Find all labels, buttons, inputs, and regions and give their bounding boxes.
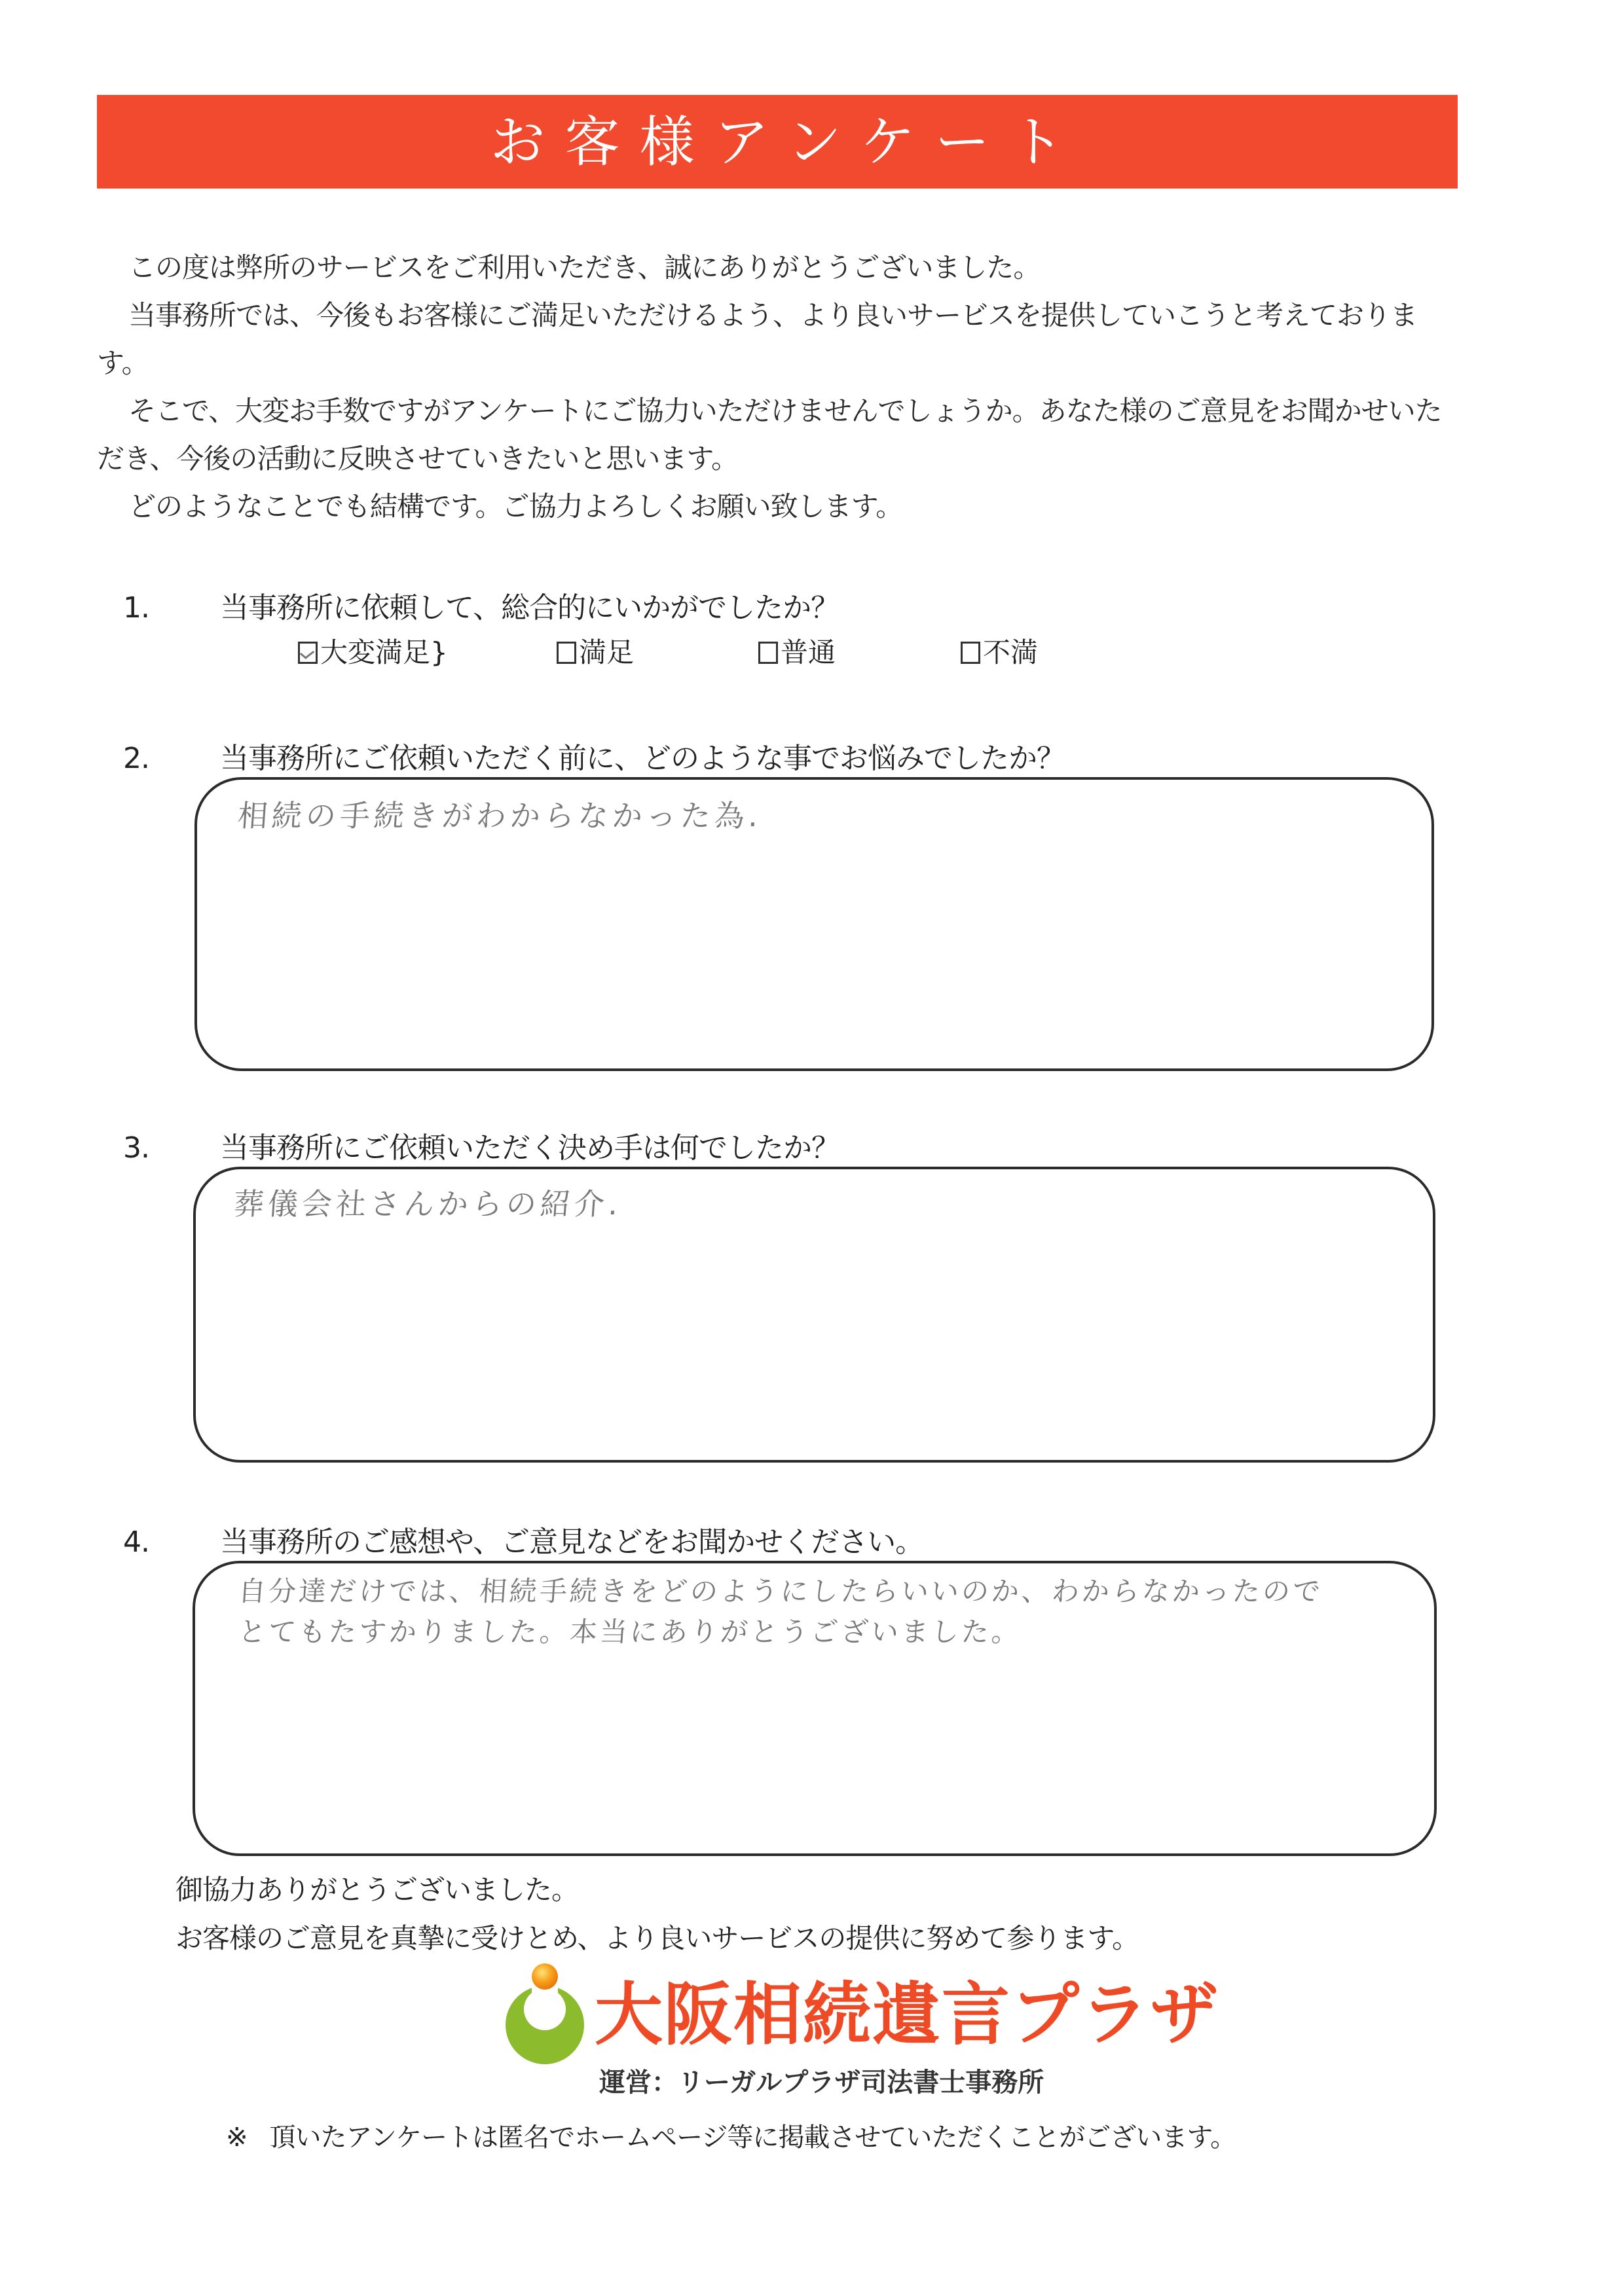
question-3: [123, 1131, 840, 1165]
logo-operator: 運営：リーガルプラザ司法書士事務所: [599, 2068, 1044, 2098]
footnote-text: 頂いたアンケートは匿名でホームページ等に掲載させていただくことがございます。: [269, 2123, 1236, 2153]
footnote: [226, 2124, 1236, 2151]
checkbox-icon[interactable]: [961, 642, 980, 664]
survey-header-bar: [97, 95, 1458, 189]
survey-title: お客様アンケート: [490, 109, 1084, 174]
question-number: 4.: [123, 1525, 149, 1559]
option-label: 不満: [983, 636, 1039, 668]
logo-company-name: 大阪相続遺言プラザ: [595, 1975, 1220, 2054]
intro-paragraph: この度は弊所のサービスをご利用いただき、誠にありがとうございました。: [128, 251, 1041, 283]
question-text: 当事務所にご依頼いただく決め手は何でしたか？: [220, 1131, 840, 1165]
option-label: 満足: [579, 636, 635, 668]
handwritten-answer: 自分達だけでは、相続手続きをどのようにしたらいいのか、わからなかったので: [237, 1575, 1324, 1607]
option-dissatisfied[interactable]: [961, 636, 1039, 668]
question-2: [123, 744, 1065, 773]
handwritten-answer: 葬儀会社さんからの紹介.: [232, 1186, 623, 1222]
intro-paragraph: 当事務所では、今後もお客様にご満足いただけるよう、より良いサービスを提供していこうと考えております。: [97, 299, 1418, 379]
closing-thanks: 御協力ありがとうございました。: [175, 1874, 579, 1906]
option-neutral[interactable]: [758, 636, 836, 668]
closing-commitment: お客様のご意見を真摯に受けとめ、より良いサービスの提供に努めて参ります。: [175, 1922, 1139, 1954]
checkbox-icon[interactable]: [557, 642, 576, 664]
option-label: 大変満足: [320, 636, 431, 668]
checkbox-checked-icon[interactable]: [298, 642, 318, 664]
checkbox-icon[interactable]: [758, 642, 778, 664]
reference-mark-icon: ※: [226, 2123, 248, 2153]
company-logo: [498, 1961, 1220, 2111]
question-text: 当事務所にご依頼いただく前に、どのような事でお悩みでしたか？: [220, 742, 1065, 775]
question-number: 1.: [123, 591, 149, 625]
option-satisfied[interactable]: [557, 636, 635, 668]
logo-mark-icon: [498, 1961, 589, 2072]
answer-box-3[interactable]: [193, 1167, 1435, 1463]
question-1: [123, 591, 840, 625]
option-label: 普通: [781, 636, 836, 668]
question-4: [123, 1525, 924, 1559]
option-very-satisfied[interactable]: 大変満足 }: [298, 639, 448, 666]
intro-text: [97, 244, 1466, 530]
answer-box-2[interactable]: [194, 777, 1434, 1071]
question-text: 当事務所のご感想や、ご意見などをお聞かせください。: [220, 1525, 924, 1559]
intro-paragraph: どのようなことでも結構です。ご協力よろしくお願い致します。: [128, 490, 903, 522]
question-text: 当事務所に依頼して、総合的にいかがでしたか？: [220, 591, 840, 625]
handwritten-answer: とてもたすかりました。本当にありがとうございました。: [237, 1616, 1023, 1648]
answer-box-4[interactable]: [193, 1561, 1437, 1856]
intro-paragraph: そこで、大変お手数ですがアンケートにご協力いただけませんでしょうか。あなた様のご意見をお聞かせいただき、今後の活動に反映させていきたいと思います。: [97, 395, 1442, 475]
question-number: 2.: [123, 742, 149, 775]
question-number: 3.: [123, 1131, 149, 1165]
handwritten-answer: 相続の手続きがわからなかった為.: [236, 798, 764, 833]
